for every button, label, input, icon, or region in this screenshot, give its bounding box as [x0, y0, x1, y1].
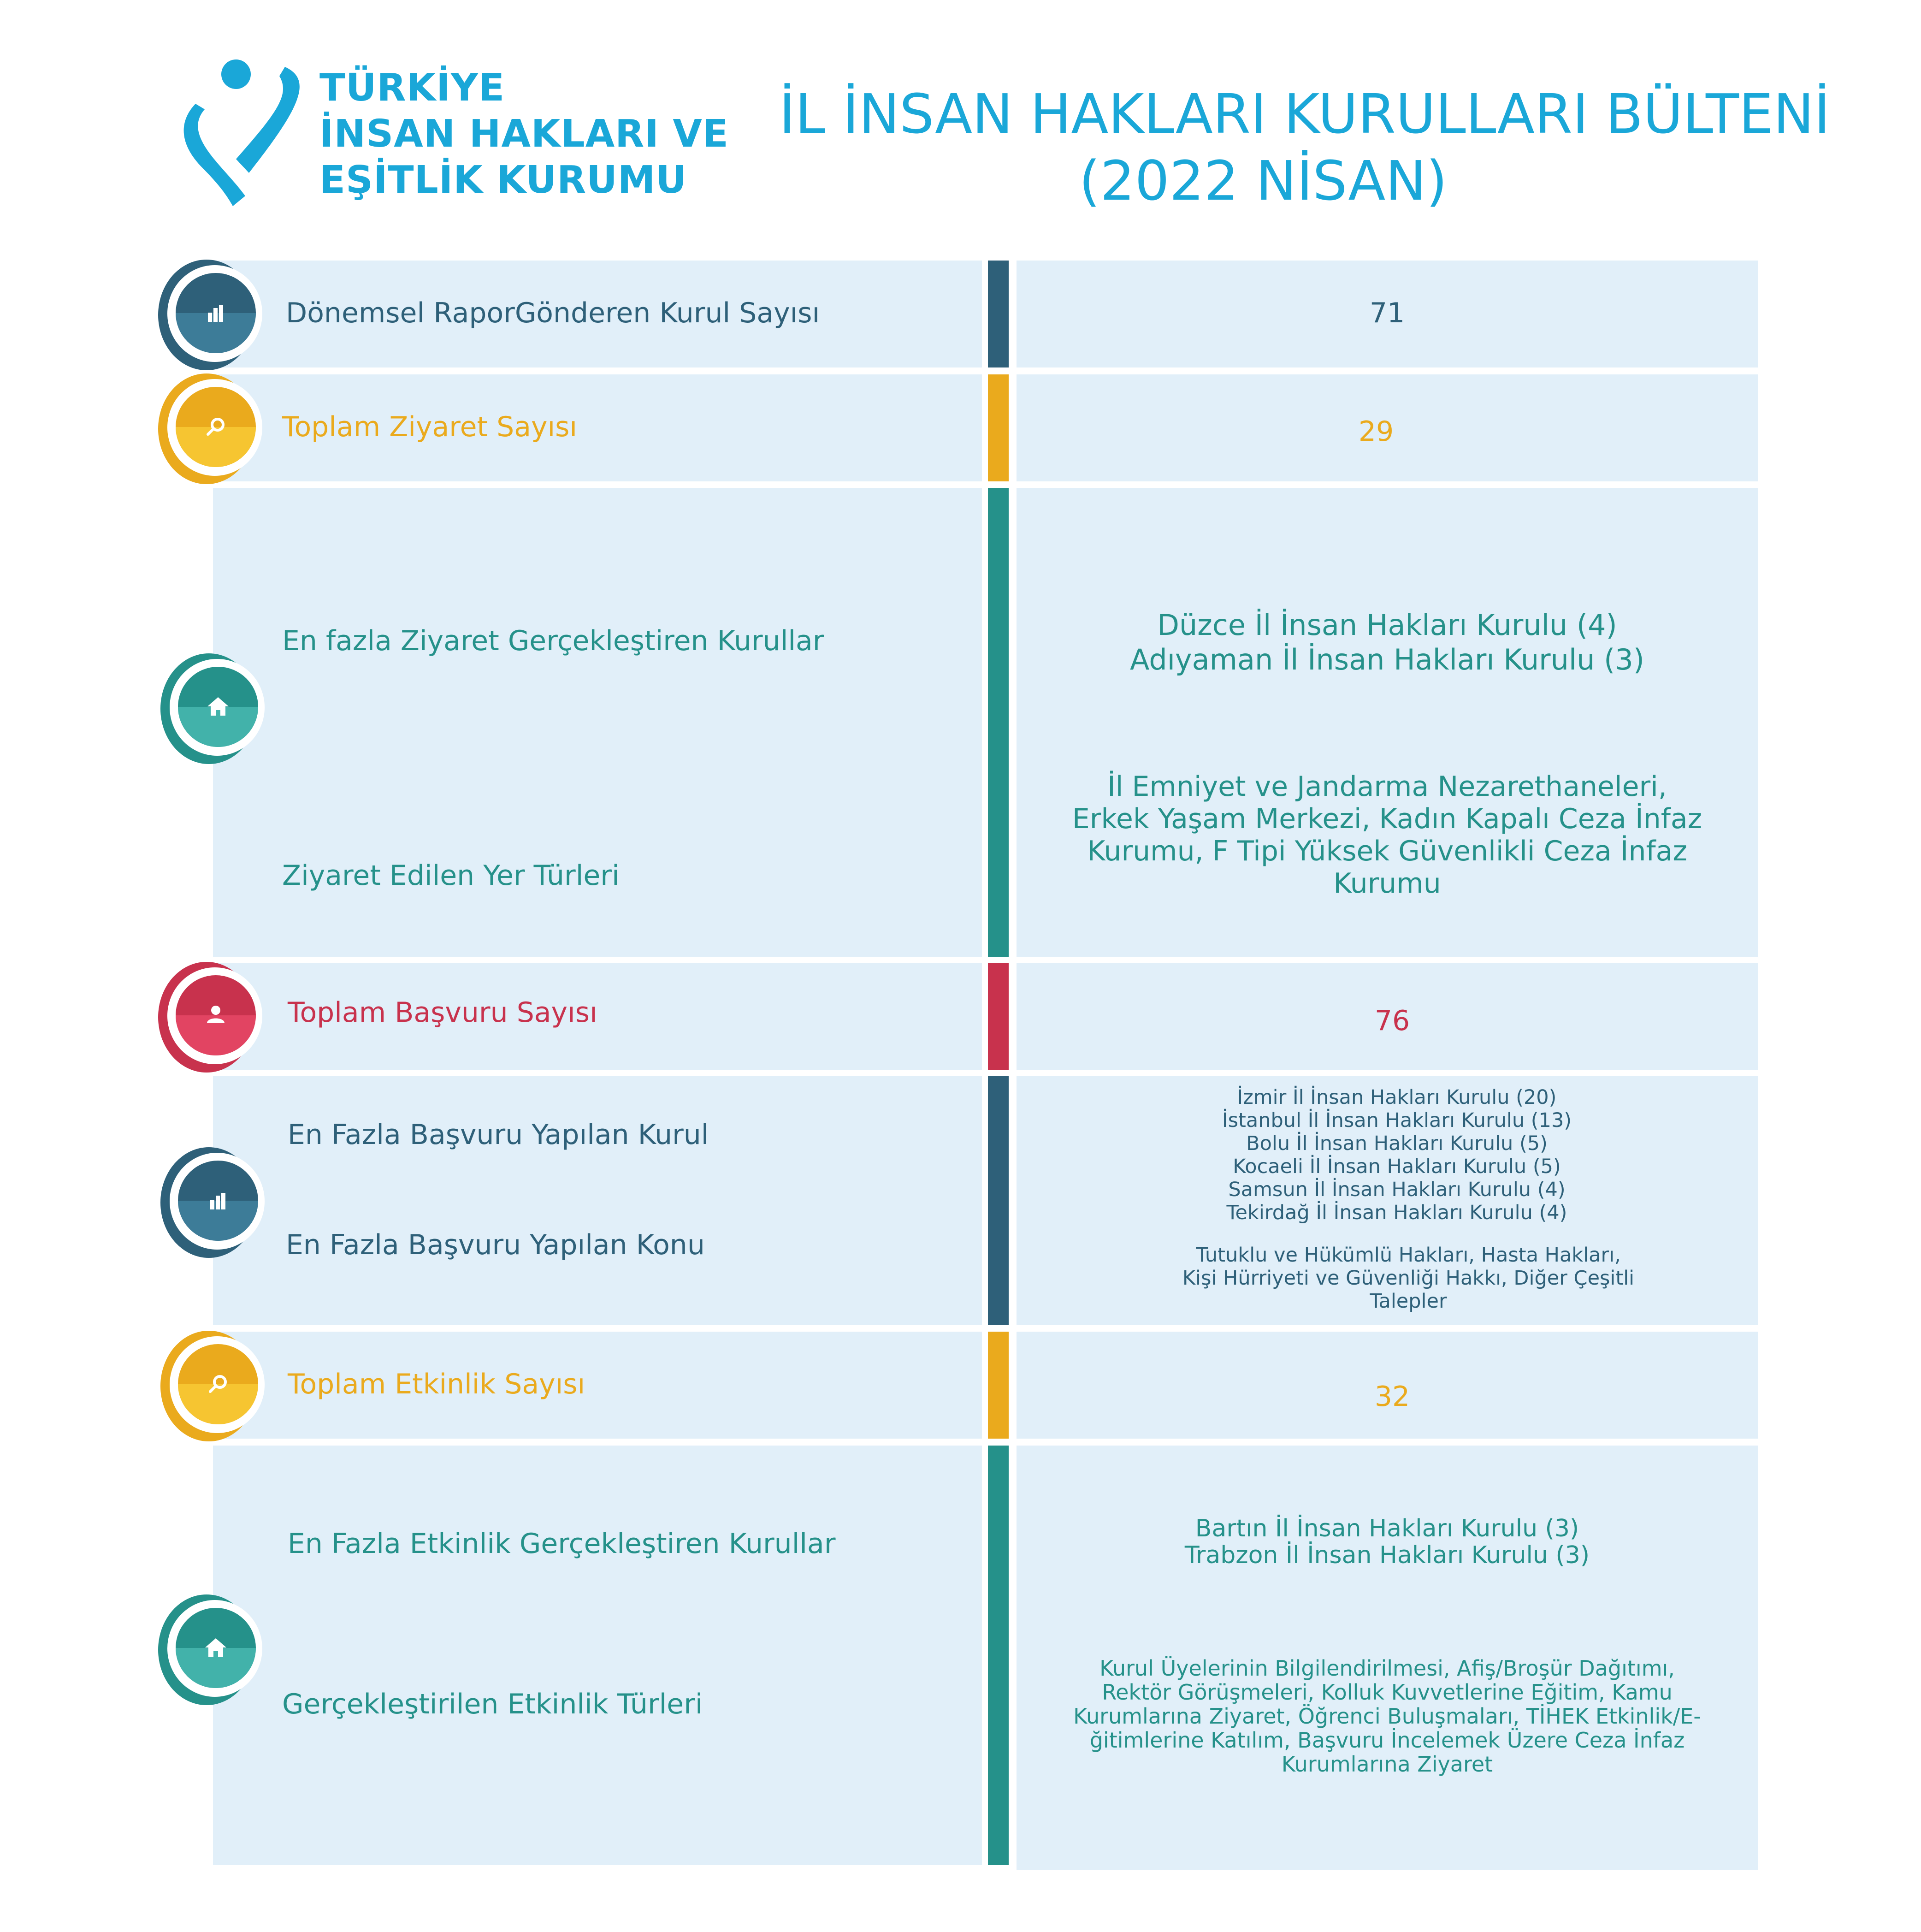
- event-count-label: Toplam Etkinlik Sayısı: [288, 1368, 585, 1400]
- home-icon-badge: [158, 1594, 255, 1705]
- list-item: Kurumlarına Ziyaret: [1281, 1752, 1493, 1777]
- bar-chart-icon-badge: [158, 260, 255, 370]
- list-item: Tutuklu ve Hükümlü Hakları, Hasta Hakları,: [1196, 1244, 1621, 1267]
- event-types-list: [1017, 1656, 1758, 1776]
- top-visiting-councils-list: [1017, 608, 1758, 677]
- top-visiting-councils-label: En fazla Ziyaret Gerçekleştiren Kurullar: [282, 625, 824, 657]
- row-divider-bar: [988, 374, 1009, 481]
- bar-chart-icon: [176, 273, 256, 353]
- institution-logo: [175, 58, 309, 210]
- user-icon: [176, 975, 256, 1055]
- bulletin-title-line-2: (2022 NİSAN): [1079, 149, 1448, 213]
- list-item: Kurumlarına Ziyaret, Öğrenci Buluşmaları, TİHEK Etkinlik/E-: [1073, 1704, 1701, 1729]
- list-item: İzmir İl İnsan Hakları Kurulu (20): [1237, 1086, 1557, 1109]
- list-item: Trabzon İl İnsan Hakları Kurulu (3): [1184, 1541, 1590, 1569]
- event-count-value: 32: [1374, 1381, 1410, 1413]
- list-item: İstanbul İl İnsan Hakları Kurulu (13): [1222, 1109, 1572, 1132]
- search-icon-badge: [158, 373, 255, 484]
- row-divider-bar: [988, 261, 1009, 367]
- row-label-panel: [213, 1076, 982, 1325]
- list-item: İl Emniyet ve Jandarma Nezarethaneleri,: [1107, 770, 1667, 803]
- top-application-topic-label: En Fazla Başvuru Yapılan Konu: [286, 1229, 705, 1261]
- org-name-line-1: TÜRKİYE: [319, 66, 505, 110]
- report-count-label: Dönemsel RaporGönderen Kurul Sayısı: [286, 297, 820, 329]
- list-item: Kurumu, F Tipi Yüksek Güvenlikli Ceza İnfaz: [1087, 835, 1687, 867]
- list-item: Rektör Görüşmeleri, Kolluk Kuvvetlerine Eğitim, Kamu: [1102, 1680, 1673, 1705]
- application-count-value: 76: [1374, 1005, 1410, 1037]
- home-icon: [178, 667, 258, 747]
- event-types-label: Gerçekleştirilen Etkinlik Türleri: [282, 1688, 703, 1720]
- home-icon-badge: [160, 653, 257, 764]
- search-icon: [176, 387, 256, 467]
- top-application-topic-list: [1017, 1244, 1800, 1313]
- search-icon-badge: [160, 1331, 257, 1441]
- list-item: Düzce İl İnsan Hakları Kurulu (4): [1157, 608, 1617, 642]
- row-divider-bar: [988, 1446, 1009, 1865]
- list-item: Kurumu: [1333, 867, 1441, 900]
- bar-chart-icon: [178, 1161, 258, 1241]
- list-item: ğitimlerine Katılım, Başvuru İncelemek Üzere Ceza İnfaz: [1089, 1728, 1685, 1753]
- top-event-councils-list: [1017, 1515, 1758, 1569]
- list-item: Bartın İl İnsan Hakları Kurulu (3): [1195, 1515, 1579, 1542]
- row-label-panel: [213, 1446, 982, 1865]
- visited-place-types-label: Ziyaret Edilen Yer Türleri: [282, 859, 620, 892]
- bar-chart-icon-badge: [160, 1147, 257, 1258]
- row-divider-bar: [988, 963, 1009, 1070]
- visited-place-types-list: [1017, 770, 1758, 900]
- org-name-line-2: İNSAN HAKLARI VE: [319, 112, 729, 156]
- application-count-label: Toplam Başvuru Sayısı: [288, 996, 597, 1029]
- list-item: Adıyaman İl İnsan Hakları Kurulu (3): [1130, 643, 1644, 676]
- row-divider-bar: [988, 1332, 1009, 1439]
- org-name-line-3: EŞİTLİK KURUMU: [319, 158, 687, 202]
- user-icon-badge: [158, 962, 255, 1073]
- list-item: Samsun İl İnsan Hakları Kurulu (4): [1228, 1178, 1566, 1201]
- home-icon: [176, 1608, 256, 1688]
- list-item: Talepler: [1370, 1290, 1447, 1313]
- list-item: Kurul Üyelerinin Bilgilendirilmesi, Afiş/Broşür Dağıtımı,: [1099, 1656, 1675, 1681]
- row-divider-bar: [988, 1076, 1009, 1325]
- report-count-value: 71: [1369, 297, 1405, 329]
- list-item: Bolu İl İnsan Hakları Kurulu (5): [1246, 1132, 1548, 1155]
- top-applied-council-label: En Fazla Başvuru Yapılan Kurul: [288, 1119, 709, 1151]
- list-item: Kişi Hürriyeti ve Güvenliği Hakkı, Diğer Çeşitli: [1182, 1267, 1635, 1290]
- top-event-councils-label: En Fazla Etkinlik Gerçekleştiren Kurullar: [288, 1528, 836, 1560]
- visit-count-value: 29: [1358, 415, 1394, 448]
- visit-count-label: Toplam Ziyaret Sayısı: [282, 411, 578, 443]
- row-divider-bar: [988, 488, 1009, 957]
- list-item: Erkek Yaşam Merkezi, Kadın Kapalı Ceza İnfaz: [1072, 803, 1702, 835]
- search-icon: [178, 1344, 258, 1424]
- list-item: Kocaeli İl İnsan Hakları Kurulu (5): [1233, 1155, 1561, 1178]
- top-applied-council-list: [1017, 1086, 1777, 1224]
- list-item: Tekirdağ İl İnsan Hakları Kurulu (4): [1226, 1201, 1567, 1224]
- bulletin-title-line-1: İL İNSAN HAKLARI KURULLARI BÜLTENİ: [779, 82, 1830, 146]
